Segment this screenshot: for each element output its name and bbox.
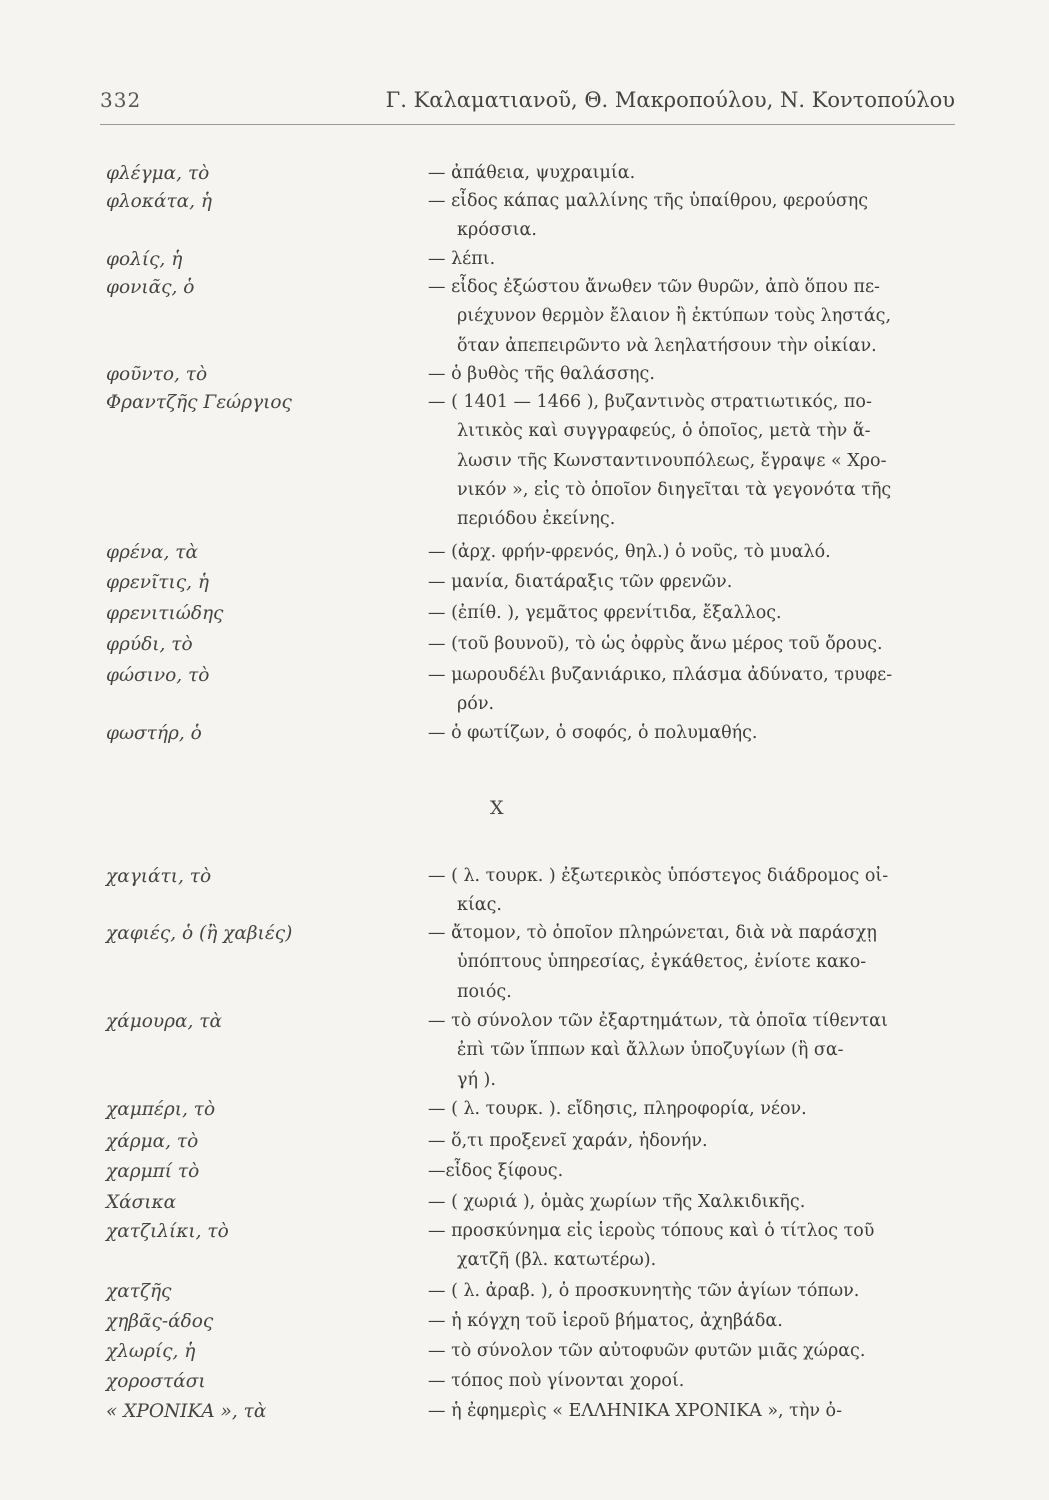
entry-definition-line: ἐπὶ τῶν ἵππων καὶ ἄλλων ὑποζυγίων (ἢ σα-: [457, 1040, 844, 1061]
entry-definition-line: κρόσσια.: [457, 220, 537, 241]
entry-term: φρενιτιώδης: [106, 603, 224, 624]
entry-definition-line: — ὁ βυθὸς τῆς θαλάσσης.: [428, 364, 655, 384]
entry-term: χαγιάτι, τὸ: [106, 866, 212, 887]
entry-definition-line: ριέχυνον θερμὸν ἔλαιον ἢ ἐκτύπων τοὺς ληστάς,: [457, 306, 892, 327]
entry-term: φοῦντο, τὸ: [106, 364, 208, 385]
entry-term: χοροστάσι: [106, 1371, 206, 1392]
entry-definition-line: ρόν.: [457, 694, 495, 715]
entry-term: φρενῖτις, ἡ: [106, 572, 209, 593]
entry-definition-line: — (ἐπίθ. ), γεμᾶτος φρενίτιδα, ἔξαλλος.: [428, 603, 782, 623]
entry-definition-line: — ( χωριά ), ὁμὰς χωρίων τῆς Χαλκιδικῆς.: [428, 1192, 806, 1212]
entry-definition-line: — τὸ σύνολον τῶν αὐτοφυῶν φυτῶν μιᾶς χώρας.: [428, 1341, 866, 1361]
entry-definition-line: ὅταν ἀπεπειρῶντο νὰ λεηλατήσουν τὴν οἰκίαν.: [457, 335, 877, 356]
entry-term: φώσινο, τὸ: [106, 665, 210, 686]
entry-definition-line: — ( λ. ἀραβ. ), ὁ προσκυνητὴς τῶν ἁγίων τόπων.: [428, 1281, 860, 1301]
entry-term: φωστήρ, ὁ: [106, 723, 202, 744]
entry-term: φολίς, ἡ: [106, 249, 183, 270]
entry-definition-line: — μωρουδέλι βυζανιάρικο, πλάσμα ἀδύνατο, τρυφε-: [428, 665, 893, 685]
entry-term: Φραντζῆς Γεώργιος: [106, 392, 292, 413]
entry-definition-line: — (τοῦ βουνοῦ), τὸ ὡς ὀφρὺς ἄνω μέρος τοῦ ὄρους.: [428, 634, 883, 654]
entry-definition-line: — τόπος ποὺ γίνονται χοροί.: [428, 1371, 685, 1391]
entry-term: φονιᾶς, ὁ: [106, 277, 195, 298]
section-letter: Χ: [490, 797, 504, 819]
entry-definition-line: — λέπι.: [428, 249, 496, 269]
entry-definition-line: — ἀπάθεια, ψυχραιμία.: [428, 163, 636, 183]
entry-definition-line: λωσιν τῆς Κωνσταντινουπόλεως, ἔγραψε « Χρο-: [457, 450, 887, 471]
entry-term: χάρμα, τὸ: [106, 1131, 199, 1152]
entry-term: χαμπέρι, τὸ: [106, 1099, 216, 1120]
entry-term: χλωρίς, ἡ: [106, 1341, 196, 1362]
entry-definition-line: — ἡ ἐφημερὶς « ΕΛΛΗΝΙΚΑ ΧΡΟΝΙΚΑ », τὴν ὁ-: [428, 1401, 843, 1421]
entry-definition-line: ὑπόπτους ὑπηρεσίας, ἐγκάθετος, ἐνίοτε κακο-: [457, 952, 867, 973]
entry-definition-line: — ἄτομον, τὸ ὁποῖον πληρώνεται, διὰ νὰ παράσχῃ: [428, 923, 877, 943]
page-number: 332: [100, 88, 142, 112]
entry-definition-line: — ὅ,τι προξενεῖ χαράν, ἡδονήν.: [428, 1131, 708, 1151]
entry-definition-line: — ( λ. τουρκ. ) ἐξωτερικὸς ὑπόστεγος διάδρομος οἰ-: [428, 866, 889, 886]
entry-term: χατζῆς: [106, 1281, 172, 1302]
entry-definition-line: — ὁ φωτίζων, ὁ σοφός, ὁ πολυμαθής.: [428, 723, 758, 743]
entry-definition-line: — εἶδος ἐξώστου ἄνωθεν τῶν θυρῶν, ἀπὸ ὅπου πε-: [428, 277, 880, 297]
entry-definition-line: χατζῆ (βλ. κατωτέρω).: [457, 1250, 657, 1271]
entry-term: « ΧΡΟΝΙΚΑ », τὰ: [106, 1401, 267, 1422]
entry-definition-line: — μανία, διατάραξις τῶν φρενῶν.: [428, 572, 733, 592]
entry-definition-line: γή ).: [457, 1069, 496, 1090]
entry-definition-line: κίας.: [457, 895, 502, 916]
entry-term: φρένα, τὰ: [106, 542, 198, 563]
entry-term: φλοκάτα, ἡ: [106, 191, 213, 212]
header-rule: [100, 124, 955, 125]
entry-term: φρύδι, τὸ: [106, 634, 193, 655]
entry-definition-line: — (ἀρχ. φρήν-φρενός, θηλ.) ὁ νοῦς, τὸ μυαλό.: [428, 542, 831, 562]
entry-definition-line: ποιός.: [457, 981, 512, 1002]
entry-definition-line: — προσκύνημα εἰς ἱεροὺς τόπους καὶ ὁ τίτλος τοῦ: [428, 1221, 875, 1241]
entry-term: χηβᾶς-άδος: [106, 1311, 214, 1332]
entry-term: Χάσικα: [106, 1192, 177, 1213]
entry-definition-line: —εἶδος ξίφους.: [428, 1161, 564, 1181]
entry-definition-line: — ( 1401 — 1466 ), βυζαντινὸς στρατιωτικός, πο-: [428, 392, 872, 412]
entry-definition-line: — ( λ. τουρκ. ). εἴδησις, πληροφορία, νέον.: [428, 1099, 807, 1119]
entry-term: χατζιλίκι, τὸ: [106, 1221, 229, 1242]
entry-term: χάμουρα, τὰ: [106, 1011, 222, 1032]
entry-definition-line: — εἶδος κάπας μαλλίνης τῆς ὑπαίθρου, φερούσης: [428, 191, 869, 211]
entry-term: φλέγμα, τὸ: [106, 163, 210, 184]
page-header: [100, 82, 955, 122]
running-head: Γ. Καλαματιανοῦ, Θ. Μακροπούλου, Ν. Κοντοπούλου: [385, 88, 955, 112]
entry-term: χαφιές, ὁ (ἢ χαβιές): [106, 923, 293, 944]
entry-definition-line: περιόδου ἐκείνης.: [457, 509, 616, 530]
entry-definition-line: — ἡ κόγχη τοῦ ἱεροῦ βήματος, ἀχηβάδα.: [428, 1311, 783, 1331]
entry-definition-line: νικόν », εἰς τὸ ὁποῖον διηγεῖται τὰ γεγονότα τῆς: [457, 479, 892, 500]
entry-definition-line: λιτικὸς καὶ συγγραφεύς, ὁ ὁποῖος, μετὰ τὴν ἅ-: [457, 421, 871, 442]
entry-definition-line: — τὸ σύνολον τῶν ἐξαρτημάτων, τὰ ὁποῖα τίθενται: [428, 1011, 888, 1031]
entry-term: χαρμπί τὸ: [106, 1161, 200, 1182]
